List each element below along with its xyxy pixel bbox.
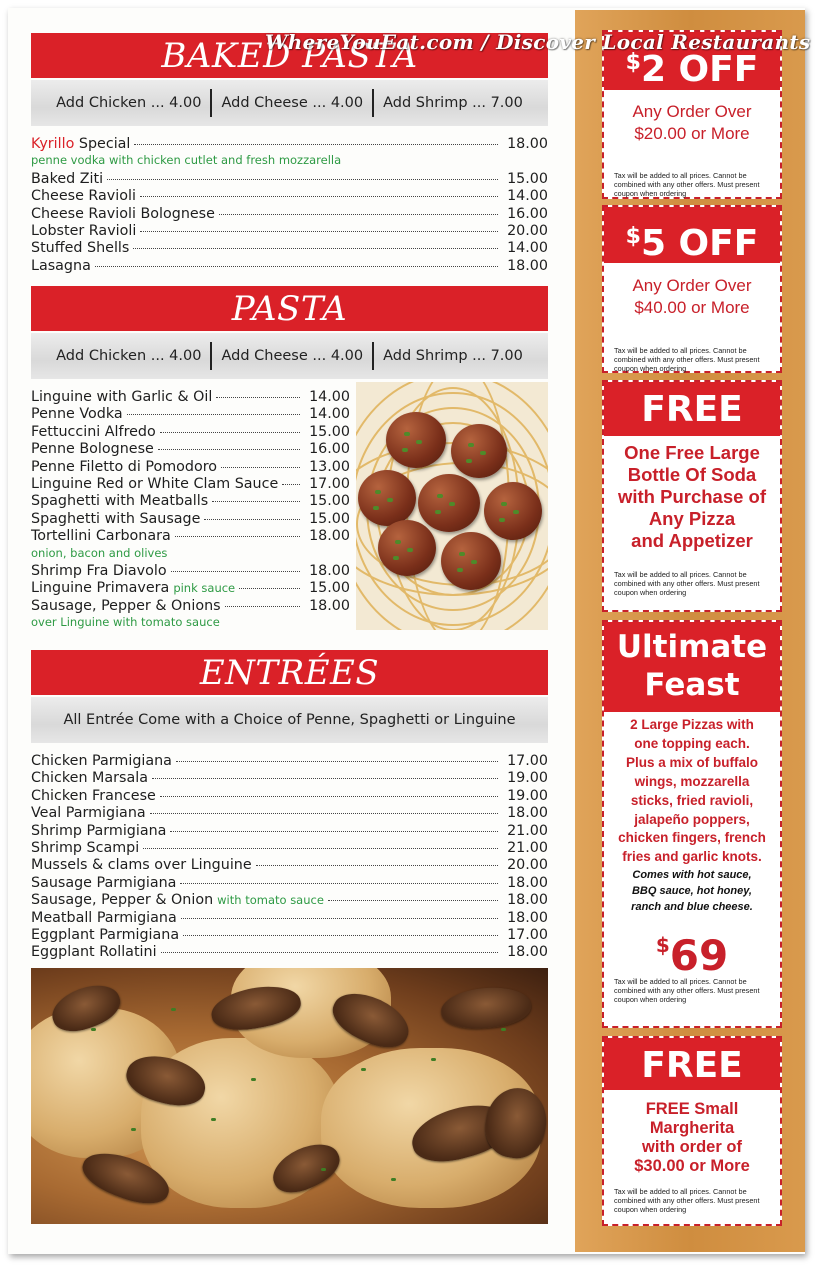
spaghetti-meatballs-photo: [356, 382, 548, 630]
menu-item: [31, 206, 548, 223]
menu-item: [31, 389, 350, 406]
watermark: WhereYouEat.com / Discover Local Restaurants: [265, 30, 811, 54]
menu-item: [31, 406, 350, 423]
item-name: Spaghetti with Sausage: [31, 510, 201, 527]
dot-leader: [143, 848, 498, 849]
item-price: 14.00: [309, 406, 350, 423]
item-name: [31, 136, 130, 152]
dot-leader: [219, 214, 498, 215]
item-name: Chicken Parmigiana: [31, 753, 172, 769]
coupon-fine-print: Tax will be added to all prices. Cannot be combined with any other offers. Must present coupon when ordering: [614, 570, 760, 597]
item-price: 19.00: [507, 770, 548, 787]
menu-item: [31, 580, 350, 597]
item-name: Fettuccini Alfredo: [31, 423, 156, 440]
item-name: Chicken Marsala: [31, 770, 148, 787]
item-price: 16.00: [507, 205, 548, 222]
pasta-title: PASTA: [31, 286, 548, 331]
dot-leader: [239, 588, 300, 589]
item-name: Eggplant Parmigiana: [31, 926, 180, 943]
entrees-subtitle-bar: [31, 697, 548, 743]
item-price: 14.00: [507, 188, 548, 205]
baked-pasta-title: BAKED PASTA: [31, 33, 548, 78]
item-price: 18.00: [507, 805, 548, 822]
dot-leader: [328, 900, 498, 901]
menu-item: [31, 258, 548, 275]
item-price: 16.00: [309, 441, 350, 458]
dot-leader: [181, 918, 498, 919]
menu-item: [31, 892, 548, 909]
menu-item: [31, 927, 548, 944]
coupon-price: $69: [655, 931, 729, 981]
item-note: with tomato sauce: [217, 893, 324, 908]
item-name: Baked Ziti: [31, 170, 104, 187]
item-name: Cheese Ravioli Bolognese: [31, 205, 215, 222]
coupon-offer: Any Order Over $20.00 or More: [632, 102, 752, 143]
dot-leader: [133, 248, 498, 249]
item-name: Eggplant Rollatini: [31, 944, 157, 961]
item-name: Spaghetti with Meatballs: [31, 493, 209, 510]
addon-chicken: Add Chicken ... 4.00: [56, 348, 202, 364]
item-name: Lobster Ravioli: [31, 222, 137, 239]
menu-item: [31, 188, 548, 205]
dot-leader: [150, 813, 498, 814]
item-description: over Linguine with tomato sauce: [31, 615, 220, 630]
menu-item: [31, 441, 350, 458]
menu-item: [31, 563, 350, 580]
dot-leader: [212, 501, 300, 502]
item-name: Shrimp Scampi: [31, 839, 140, 856]
coupon-offer: 2 Large Pizzas with one topping each. Plus a mix of buffalo wings, mozzarella sticks, fried ravioli, jalapeño poppers, chicken fingers, french fries and garlic knots.: [618, 717, 766, 865]
item-name: Chicken Francese: [31, 787, 156, 804]
item-price: 18.00: [507, 944, 548, 961]
item-price: 20.00: [507, 857, 548, 874]
menu-item: [31, 223, 548, 240]
addon-cheese: Add Cheese ... 4.00: [221, 348, 364, 364]
menu-item: [31, 511, 350, 528]
coupon-fine-print: Tax will be added to all prices. Cannot be combined with any other offers. Must present coupon when ordering: [614, 346, 760, 373]
menu-item: [31, 598, 350, 615]
item-price: 18.00: [507, 909, 548, 926]
divider: [372, 89, 374, 117]
coupon-fine-print: Tax will be added to all prices. Cannot be combined with any other offers. Must present coupon when ordering: [614, 1187, 760, 1214]
item-price: 19.00: [507, 787, 548, 804]
menu-item: [31, 805, 548, 822]
addon-cheese: Add Cheese ... 4.00: [221, 95, 364, 111]
divider: [372, 342, 374, 370]
addon-shrimp: Add Shrimp ... 7.00: [383, 95, 523, 111]
menu-item: [31, 240, 548, 257]
dot-leader: [134, 144, 498, 145]
item-name: Sausage Parmigiana: [31, 874, 177, 891]
dot-leader: [176, 761, 498, 762]
item-name: Penne Vodka: [31, 406, 123, 423]
menu-item: [31, 528, 350, 545]
menu-item: [31, 788, 548, 805]
chicken-marsala-photo: [31, 968, 548, 1224]
addon-chicken: Add Chicken ... 4.00: [56, 95, 202, 111]
item-name: Penne Filetto di Pomodoro: [31, 458, 218, 475]
menu-item: [31, 493, 350, 510]
dot-leader: [170, 831, 498, 832]
item-price: 21.00: [507, 839, 548, 856]
coupon-offer: FREE Small Margherita with order of $30.00 or More: [634, 1100, 750, 1175]
dot-leader: [161, 952, 498, 953]
item-description: penne vodka with chicken cutlet and fresh mozzarella: [31, 153, 342, 168]
coupon-fine-print: Tax will be added to all prices. Cannot be combined with any other offers. Must present coupon when ordering: [614, 977, 760, 1005]
coupon-heading: FREE: [604, 1038, 780, 1090]
divider: [210, 89, 212, 117]
dot-leader: [140, 196, 498, 197]
item-name: Meatball Parmigiana: [31, 909, 177, 926]
dot-leader: [175, 536, 300, 537]
item-price: 18.00: [507, 892, 548, 909]
item-name: Sausage, Pepper & Onion: [31, 892, 214, 909]
entrees-subtitle: All Entrée Come with a Choice of Penne, Spaghetti or Linguine: [63, 712, 516, 728]
coupon-free-soda[interactable]: [602, 380, 782, 612]
dot-leader: [282, 484, 300, 485]
menu-item: [31, 857, 548, 874]
item-name: Shrimp Fra Diavolo: [31, 562, 167, 579]
item-price: 18.00: [309, 597, 350, 614]
coupon-heading: FREE: [604, 382, 780, 436]
item-name: Veal Parmigiana: [31, 805, 146, 822]
addon-shrimp: Add Shrimp ... 7.00: [383, 348, 523, 364]
item-name: Shrimp Parmigiana: [31, 822, 167, 839]
dot-leader: [160, 796, 498, 797]
coupon-heading: $5 OFF: [604, 207, 780, 263]
divider: [210, 342, 212, 370]
baked-pasta-addons: [31, 80, 548, 126]
coupon-free-margherita[interactable]: [602, 1036, 782, 1226]
item-price: 18.00: [507, 136, 548, 152]
menu-item: [31, 823, 548, 840]
menu-item: [31, 770, 548, 787]
dot-leader: [171, 571, 300, 572]
dot-leader: [256, 865, 498, 866]
menu-item: [31, 459, 350, 476]
dot-leader: [160, 432, 300, 433]
menu-item: [31, 476, 350, 493]
menu-item: [31, 910, 548, 927]
menu-item: [31, 753, 548, 770]
item-name: Penne Bolognese: [31, 441, 154, 458]
item-note: pink sauce: [173, 581, 236, 596]
item-name: Tortellini Carbonara: [31, 528, 171, 545]
item-price: 21.00: [507, 822, 548, 839]
coupon-extras: Comes with hot sauce, BBQ sauce, hot honey, ranch and blue cheese.: [631, 869, 753, 914]
dot-leader: [180, 883, 498, 884]
item-price: 17.00: [507, 753, 548, 769]
dot-leader: [225, 606, 300, 607]
menu-item: [31, 875, 548, 892]
dot-leader: [152, 778, 498, 779]
dot-leader: [95, 266, 498, 267]
pasta-list: [31, 389, 350, 632]
item-name: Linguine Primavera: [31, 580, 170, 597]
item-name: Cheese Ravioli: [31, 188, 136, 205]
coupon-offer: Any Order Over $40.00 or More: [632, 276, 752, 317]
item-price: 15.00: [309, 423, 350, 440]
item-price: 18.00: [507, 874, 548, 891]
item-price: 13.00: [309, 458, 350, 475]
item-price: 15.00: [507, 170, 548, 187]
dot-leader: [183, 935, 498, 936]
coupon-ultimate-feast[interactable]: [602, 620, 782, 1028]
item-price: 17.00: [507, 926, 548, 943]
item-price: 15.00: [309, 580, 350, 597]
item-name: Mussels & clams over Linguine: [31, 857, 252, 874]
item-price: 20.00: [507, 222, 548, 239]
item-name: Sausage, Pepper & Onions: [31, 597, 221, 614]
menu-item: [31, 136, 548, 153]
item-description: onion, bacon and olives: [31, 545, 168, 560]
entrees-list: [31, 753, 548, 962]
item-name-highlight: Kyrillo: [31, 136, 75, 152]
item-price: 14.00: [507, 240, 548, 257]
item-price: 17.00: [309, 475, 350, 492]
item-price: 18.00: [309, 528, 350, 545]
item-price: 14.00: [309, 389, 350, 405]
item-price: 18.00: [507, 257, 548, 274]
coupon-2-off[interactable]: [602, 30, 782, 199]
coupon-offer: One Free Large Bottle Of Soda with Purchase of Any Pizza and Appetizer: [617, 442, 767, 551]
item-name: Lasagna: [31, 257, 91, 274]
dot-leader: [140, 231, 498, 232]
coupon-heading: Ultimate Feast: [604, 622, 780, 712]
item-name: Stuffed Shells: [31, 240, 130, 257]
pasta-addons: [31, 333, 548, 379]
coupon-5-off[interactable]: [602, 205, 782, 373]
coupon-fine-print: Tax will be added to all prices. Cannot be combined with any other offers. Must present coupon when ordering: [614, 171, 760, 198]
coupon-heading: $2 OFF: [604, 32, 780, 90]
dot-leader: [158, 449, 300, 450]
dot-leader: [127, 414, 300, 415]
menu-item: [31, 424, 350, 441]
entrees-title: ENTRÉES: [31, 650, 548, 695]
item-price: 15.00: [309, 510, 350, 527]
menu-item: [31, 840, 548, 857]
dot-leader: [221, 467, 300, 468]
baked-pasta-list: [31, 136, 548, 275]
menu-item: [31, 171, 548, 188]
item-name-rest: Special: [74, 136, 131, 152]
menu-item: [31, 944, 548, 961]
item-name: Linguine with Garlic & Oil: [31, 389, 213, 405]
item-name: Linguine Red or White Clam Sauce: [31, 475, 279, 492]
dot-leader: [216, 397, 300, 398]
item-price: 18.00: [309, 562, 350, 579]
dot-leader: [204, 519, 300, 520]
dot-leader: [107, 179, 498, 180]
item-price: 15.00: [309, 493, 350, 510]
